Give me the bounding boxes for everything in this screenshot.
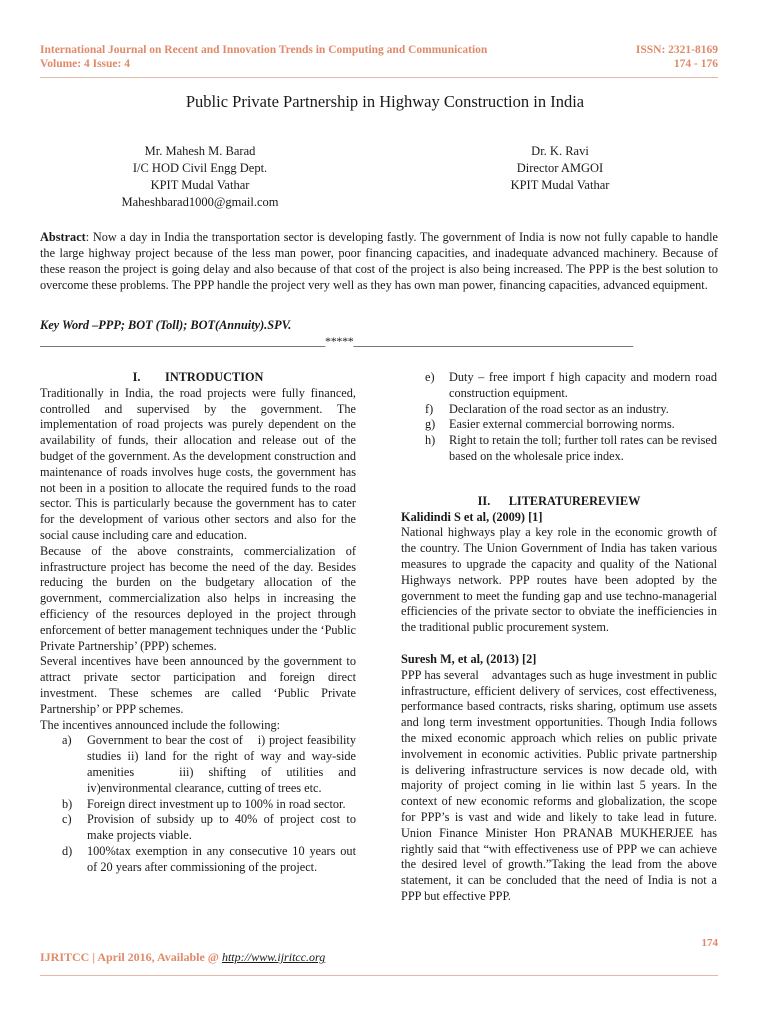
abstract [40,229,718,293]
left-column [40,370,360,876]
keywords: Key Word –PPP; BOT (Toll); BOT(Annuity).SPV. [40,318,292,332]
footer [40,950,325,965]
list-item: f) Declaration of the road sector as an industry. [425,401,669,416]
footer-divider [40,975,718,976]
page-range: 174 - 176 [673,58,718,70]
footer-text: IJRITCC | April 2016, Available @ [40,950,222,964]
journal-link[interactable]: http://www.ijritcc.org [221,950,326,964]
reference-text-1: National highways play a key role in the economic growth of the country. The Union Government of India has taken various measures to upgrade the capacity and quality of the National Highways network. PPP routes have been adopted by the government to meet the funding gap and use techno-managerial efficiencies of the private sector to obviate the inefficiencies in the traditional public procurement system. [401,525,717,635]
list-item: a) Government to bear the cost of i) project feasibility studies ii) land for the right of way and way-side amenities iii) shifting of utilities and iv)environmental clearance, cutting of trees etc. [62,733,360,795]
author-affiliation: KPIT Mudal Vathar [510,178,610,192]
reference-text-2: PPP has several advantages such as huge investment in public infrastructure, efficient delivery of services, cost effectiveness, performance based contracts, risks sharing, optimum use assets and long term investment opportunities. Though India follows the mixed economic approach which relies on public private involvement in economic activities. Public private partnership is delivering infrastructure services is now decade old, with majority of project coming in lie within last 5 years. In the context of new economic reforms and globalization, the scope for PPP’s is vast and wide and likely to take lead in future. Union Finance Minister Hon PRANAB MUKHERJEE has rightly said that “with effectiveness use of PPP we can achieve the desired level of growth.”Taking the lead from the above statement, it can be concluded that the need of India is not a PPP but effective PPP. [401,667,721,903]
intro-paragraph-4: The incentives announced include the following: [40,717,281,732]
author-email: Maheshbarad1000@gmail.com [121,195,279,209]
abstract-label: Abstract [40,230,86,244]
page-number: 174 [701,937,718,949]
journal-volume: Volume: 4 Issue: 4 [40,58,130,70]
list-item: h) Right to retain the toll; further toll rates can be revised based on the wholesale price index. [425,433,717,463]
author-affiliation: KPIT Mudal Vathar [150,178,250,192]
journal-header [40,43,487,71]
incentives-list-continued [401,370,717,465]
incentives-list [40,733,360,875]
section-heading-introduction: I. INTRODUCTION [132,370,264,384]
author-name: Mr. Mahesh M. Barad [144,144,256,158]
right-column [401,370,721,905]
intro-paragraph-3: Several incentives have been announced by the government to attract private sector participation and foreign direct investment. These schemes are called ‘Public Private Partnership’ or PPP schemes. [40,654,356,716]
author-2 [490,143,630,194]
list-item: d) 100%tax exemption in any consecutive 10 years out of 20 years after commissioning of the project. [62,843,356,874]
abstract-text: : Now a day in India the transportation sector is developing fastly. The government of India is now not fully capable to handle the large highway project because of the less man power, poor financing capacities, and inadequate advanced machinery. Because of these reason the project is going delay and also because of that cost of the project is also being increased. The PPP is the best solution to overcome these problems. The PPP handle the project very well as they has own man power, financing capacities, advanced equipment. [40,230,718,292]
header-divider [40,77,718,78]
list-item: g) Easier external commercial borrowing norms. [425,417,675,432]
author-role: I/C HOD Civil Engg Dept. [132,161,268,175]
author-role: Director AMGOI [516,161,604,175]
author-1 [105,143,295,211]
issn: ISSN: 2321-8169 [635,44,718,56]
list-item: b) Foreign direct investment up to 100% in road sector. [62,796,346,811]
paper-title: Public Private Partnership in Highway Construction in India [185,92,585,111]
section-separator: __________________________________________________*****_________________________________________________ [40,334,633,348]
journal-name: International Journal on Recent and Innovation Trends in Computing and Communication [40,44,488,56]
reference-title-2: Suresh M, et al, (2013) [2] [401,651,537,666]
intro-paragraph-2: Because of the above constraints, commercialization of infrastructure project has become the need of the day. Besides reducing the burden on the budgetary allocation of the government, commercialization also helps in increasing the efficiency of the resources deployed in the project through enforcement of better management techniques under the ‘Public Private Partnership’ (PPP) schemes. [40,543,356,653]
section-heading-literature-review: II. LITERATUREREVIEW [477,493,641,508]
list-item: c) Provision of subsidy up to 40% of project cost to make projects viable. [62,812,356,843]
issn-header [636,43,718,71]
author-name: Dr. K. Ravi [531,144,589,158]
reference-title-1: Kalidindi S et al, (2009) [1] [401,509,543,524]
intro-paragraph-1: Traditionally in India, the road projects were fully financed, controlled and supervised by the government. The implementation of road projects was purely dependent on the availability of funds, their allocation and release out of the budget of the government. As the development construction and maintenance of roads involves huge costs, the government has not been in a position to allocate the required funds to the road sector. This is particularly because the government has to cater for the development of various other sectors and also for the social cause including care and education. [40,385,356,542]
list-item: e) Duty – free import f high capacity and modern road construction equipment. [425,370,717,400]
